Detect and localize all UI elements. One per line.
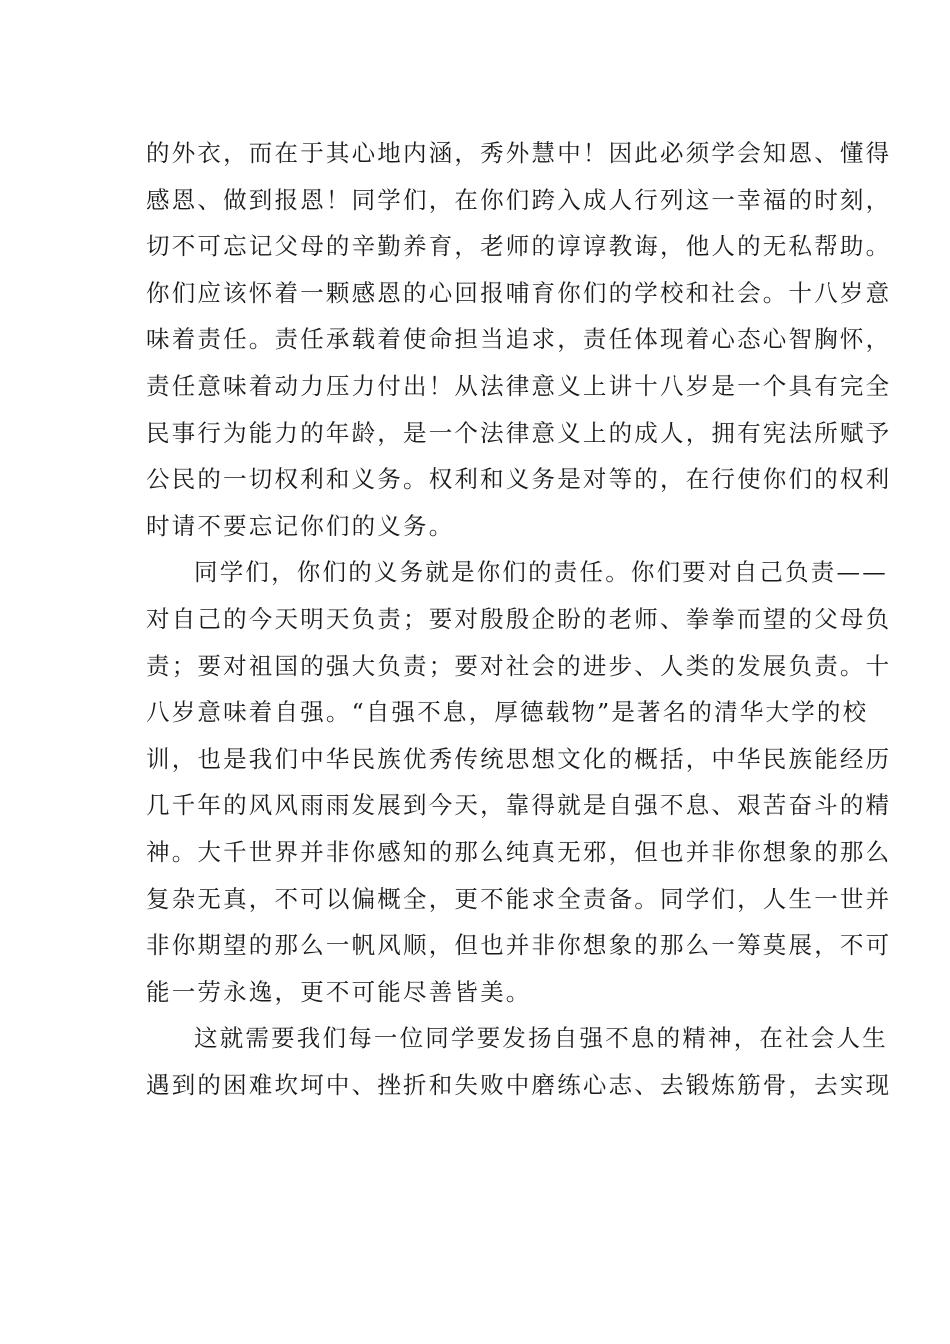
- text-line: 能一劳永逸，更不可能尽善皆美。: [146, 977, 532, 1006]
- text-line: 同学们，你们的义务就是你们的责任。你们要对自己负责——: [194, 558, 888, 587]
- text-line: 责；要对祖国的强大负责；要对社会的进步、人类的发展负责。十: [146, 651, 892, 680]
- text-line: 这就需要我们每一位同学要发扬自强不息的精神，在社会人生: [194, 1024, 888, 1053]
- text-line: 几千年的风风雨雨发展到今天，靠得就是自强不息、艰苦奋斗的精: [146, 791, 892, 820]
- paragraph-2: [146, 549, 892, 1015]
- text-line: 时请不要忘记你们的义务。: [146, 511, 455, 540]
- text-line: 遇到的困难坎坷中、挫折和失败中磨练心志、去锻炼筋骨，去实现: [146, 1070, 892, 1099]
- text-line: 神。大千世界并非你感知的那么纯真无邪，但也并非你想象的那么: [146, 837, 892, 866]
- text-line: 责任意味着动力压力付出！从法律意义上讲十八岁是一个具有完全: [146, 371, 892, 400]
- text-line: 对自己的今天明天负责；要对殷殷企盼的老师、拳拳而望的父母负: [146, 604, 892, 633]
- text-line: 的外衣，而在于其心地内涵，秀外慧中！因此必须学会知恩、懂得: [146, 139, 892, 167]
- text-line: 训，也是我们中华民族优秀传统思想文化的概括，中华民族能经历: [146, 744, 892, 773]
- text-line: 切不可忘记父母的辛勤养育，老师的谆谆教诲，他人的无私帮助。: [146, 232, 892, 261]
- text-line: 味着责任。责任承载着使命担当追求，责任体现着心态心智胸怀，: [146, 325, 892, 354]
- text-line: 公民的一切权利和义务。权利和义务是对等的，在行使你们的权利: [146, 465, 892, 494]
- text-line: 非你期望的那么一帆风顺，但也并非你想象的那么一筹莫展，不可: [146, 931, 892, 960]
- text-line: 八岁意味着自强。“自强不息，厚德载物”是著名的清华大学的校: [146, 698, 869, 727]
- text-line: 你们应该怀着一颗感恩的心回报哺育你们的学校和社会。十八岁意: [146, 278, 892, 307]
- text-line: 民事行为能力的年龄，是一个法律意义上的成人，拥有宪法所赋予: [146, 418, 892, 447]
- document-body: [146, 130, 892, 1108]
- paragraph-3: [146, 1015, 892, 1108]
- text-line: 感恩、做到报恩！同学们，在你们跨入成人行列这一幸福的时刻，: [146, 185, 892, 214]
- text-line: 复杂无真，不可以偏概全，更不能求全责备。同学们，人生一世并: [146, 884, 892, 913]
- paragraph-1: [146, 130, 892, 549]
